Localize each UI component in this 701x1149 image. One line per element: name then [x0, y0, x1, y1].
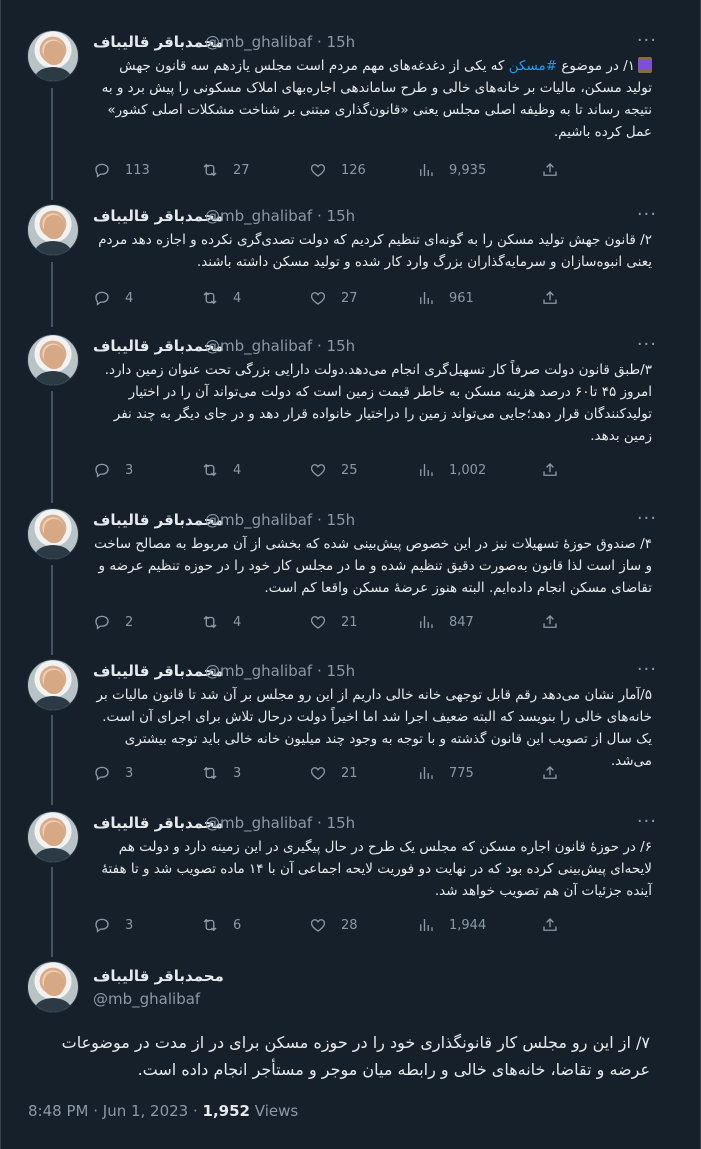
tweet-time: 15h [326, 207, 356, 225]
views-icon [417, 613, 435, 631]
like-button[interactable]: 126 [309, 158, 366, 182]
author-handle-time [205, 511, 355, 529]
like-button[interactable]: 21 [309, 761, 358, 785]
author-name[interactable]: محمدباقر قالیباف [93, 814, 224, 832]
retweet-button[interactable]: 3 [201, 761, 241, 785]
tweet-text: ۵/آمار نشان می‌دهد رقم قابل توجهی خانه خالی داریم از این رو مجلس بر آن شد تا قانون مالیات بر خانه‌های خالی را بنویسد که البته ضعیف اجرا شد اما اخیراً دولت درحال تلاش برای اجرای آن است. یک سال از تصویب این قانون گذشته و با توجه به وجود چند میلیون خانه خالی باید توجه بیشتری می‌شد. [96, 687, 652, 769]
thread-line [51, 565, 53, 655]
share-button[interactable] [541, 913, 559, 937]
like-icon [309, 461, 327, 479]
author-handle-time [205, 337, 355, 355]
tweet-actions [93, 158, 563, 182]
author-handle: @mb_ghalibaf [205, 511, 313, 529]
share-button[interactable] [541, 458, 559, 482]
tweet-text: ۴/ صندوق حوزهٔ تسهیلات نیز در این خصوص پیش‌بینی شده که بخشی از آن مربوط به مصالح ساخت و ساز است لذا قانون به‌صورت دقیق تنظیم شده و ما در مجلس کار خود را در حوزه تنظیم عرضه و تقاضای مسکن انجام داده‌ایم. البته هنوز عرضهٔ مسکن واقعا کم است. [94, 536, 652, 596]
more-icon[interactable]: ··· [636, 659, 657, 680]
share-icon [541, 161, 559, 179]
reply-icon [93, 764, 111, 782]
author-handle: @mb_ghalibaf [205, 207, 313, 225]
author-handle: @mb_ghalibaf [205, 33, 313, 51]
avatar[interactable] [27, 961, 79, 1013]
main-tweet-text: ۷/ از این رو مجلس کار قانونگذاری خود را در حوزه مسکن برای در از مدت در موضوعات عرضه و تقاضا، خانه‌های خالی و رابطه میان موجر و مستأجر انجام داده است. [61, 1033, 650, 1079]
separator: · [316, 814, 322, 832]
views-icon [417, 461, 435, 479]
retweet-button[interactable]: 4 [201, 610, 241, 634]
tweet-time: 15h [326, 33, 356, 51]
retweet-icon [201, 764, 219, 782]
author-handle-time [205, 814, 355, 832]
separator: · [316, 337, 322, 355]
author-handle[interactable]: @mb_ghalibaf [93, 990, 201, 1008]
author-name[interactable]: محمدباقر قالیباف [93, 662, 224, 680]
reply-icon [93, 161, 111, 179]
like-icon [309, 289, 327, 307]
like-icon [309, 764, 327, 782]
tweet-time: 15h [326, 337, 356, 355]
tweet-meta: 8:48 PM · Jun 1, 2023 · 1,952 Views [28, 1102, 299, 1120]
author-name[interactable]: محمدباقر قالیباف [93, 511, 224, 529]
author-name[interactable]: محمدباقر قالیباف [93, 207, 224, 225]
share-icon [541, 289, 559, 307]
avatar[interactable] [27, 30, 79, 82]
tweet-actions [93, 913, 563, 937]
separator: · [316, 511, 322, 529]
share-button[interactable] [541, 761, 559, 785]
tweet-time: 15h [326, 814, 356, 832]
tweet-text: ۲/ قانون جهش تولید مسکن را به گونه‌ای تنظیم کردیم که دولت تصدی‌گری نکرده و اجازه دهد مردم یعنی انبوه‌سازان و سرمایه‌گذاران بزرگ وارد کار شده و تولید مسکن داشته باشند. [98, 232, 652, 270]
author-name[interactable]: محمدباقر قالیباف [93, 33, 224, 51]
reply-button[interactable]: 3 [93, 913, 133, 937]
tweet-timestamp[interactable]: 8:48 PM [28, 1102, 89, 1120]
reply-icon [93, 916, 111, 934]
thread-line [51, 391, 53, 503]
retweet-icon [201, 916, 219, 934]
avatar[interactable] [27, 204, 79, 256]
author-name[interactable]: محمدباقر قالیباف [93, 967, 224, 985]
retweet-icon [201, 613, 219, 631]
share-icon [541, 461, 559, 479]
tweet-text: ۳/طبق قانون دولت صرفاً کار تسهیل‌گری انجام می‌دهد.دولت دارایی بزرگی تحت عنوان زمین دارد. امروز ۴۵ تا۶۰ درصد هزینه مسکن به خاطر قیمت زمین است که دولت می‌تواند آن را در اختیار تولیدکنندگان قرار دهد؛جایی می‌تواند زمین را دراختیار خانواده قرار دهد و در جای دیگر به چند نفر زمین بدهد. [104, 362, 652, 444]
views-icon [417, 289, 435, 307]
views-button[interactable]: 961 [417, 286, 474, 310]
reply-icon [93, 461, 111, 479]
views-count: 1,952 [202, 1102, 250, 1120]
reply-icon [93, 289, 111, 307]
like-icon [309, 161, 327, 179]
share-icon [541, 613, 559, 631]
more-icon[interactable]: ··· [636, 508, 657, 529]
author-handle-time [205, 33, 355, 51]
retweet-button[interactable]: 4 [201, 286, 241, 310]
views-icon [417, 916, 435, 934]
avatar[interactable] [27, 508, 79, 560]
thread-line [51, 262, 53, 327]
views-label: Views [254, 1102, 299, 1120]
retweet-icon [201, 289, 219, 307]
share-button[interactable] [541, 158, 559, 182]
separator: · [316, 662, 322, 680]
tweet-text: ۶/ در حوزهٔ قانون اجاره مسکن که مجلس یک طرح در حال پیگیری در این زمینه دارد و دولت هم لایحه‌ای پیش‌بینی کرده بود که در نهایت دو فوریت لایحه اجماعی آن با ۱۴ ماده تصویب شد و تا هفتهٔ آینده جزئیات آن هم تصویب خواهد شد. [101, 839, 652, 899]
more-icon[interactable]: ··· [636, 811, 657, 832]
like-icon [309, 613, 327, 631]
reply-button[interactable]: 2 [93, 610, 133, 634]
reply-icon [93, 613, 111, 631]
more-icon[interactable]: ··· [636, 30, 657, 51]
like-icon [309, 916, 327, 934]
views-button[interactable]: 775 [417, 761, 474, 785]
like-button[interactable]: 27 [309, 286, 358, 310]
avatar[interactable] [27, 811, 79, 863]
author-handle: @mb_ghalibaf [205, 337, 313, 355]
views-button[interactable]: 1,944 [417, 913, 486, 937]
views-button[interactable]: 1,002 [417, 458, 486, 482]
author-handle-time [205, 662, 355, 680]
tweet-actions [93, 761, 563, 785]
retweet-button[interactable]: 27 [201, 158, 250, 182]
views-button[interactable]: 847 [417, 610, 474, 634]
author-handle: @mb_ghalibaf [205, 814, 313, 832]
author-handle: @mb_ghalibaf [205, 662, 313, 680]
avatar[interactable] [27, 659, 79, 711]
views-icon [417, 764, 435, 782]
tweet-text: ۱/ در موضوع #مسکن که یکی از دغدغه‌های مهم مردم است مجلس یازدهم سه قانون جهش تولید مسکن، مالیات بر خانه‌های خالی و طرح ساماندهی اجاره‌بهای املاک مسکونی را پیش برد و به نتیجه رساند تا به وظیفه اصلی مجلس یعنی «قانون‌گذاری مبتنی بر شناخت مشکلات اصلی کشور» عمل کرده باشیم. [101, 58, 652, 140]
reply-button[interactable]: 113 [93, 158, 150, 182]
more-icon[interactable]: ··· [636, 204, 657, 225]
thread-line [51, 867, 53, 957]
thread-line [51, 88, 53, 200]
tweet-actions [93, 610, 563, 634]
author-name[interactable]: محمدباقر قالیباف [93, 337, 224, 355]
retweet-icon [201, 161, 219, 179]
thread-line [51, 715, 53, 805]
retweet-icon [201, 461, 219, 479]
retweet-button[interactable]: 4 [201, 458, 241, 482]
author-handle-time [205, 207, 355, 225]
spool-emoji-icon [638, 57, 652, 73]
tweet-actions [93, 458, 563, 482]
avatar[interactable] [27, 334, 79, 386]
share-icon [541, 916, 559, 934]
reply-button[interactable]: 3 [93, 458, 133, 482]
views-icon [417, 161, 435, 179]
like-button[interactable]: 25 [309, 458, 358, 482]
tweet-date[interactable]: Jun 1, 2023 [102, 1102, 189, 1120]
share-button[interactable] [541, 286, 559, 310]
views-button[interactable]: 9,935 [417, 158, 486, 182]
hashtag-link[interactable]: #مسکن [508, 58, 558, 74]
tweet-time: 15h [326, 511, 356, 529]
tweet-time: 15h [326, 662, 356, 680]
reply-button[interactable]: 3 [93, 761, 133, 785]
reply-button[interactable]: 4 [93, 286, 133, 310]
separator: · [316, 33, 322, 51]
separator: · [316, 207, 322, 225]
more-icon[interactable]: ··· [636, 334, 657, 355]
share-button[interactable] [541, 610, 559, 634]
like-button[interactable]: 28 [309, 913, 358, 937]
retweet-button[interactable]: 6 [201, 913, 241, 937]
share-icon [541, 764, 559, 782]
like-button[interactable]: 21 [309, 610, 358, 634]
tweet-actions [93, 286, 563, 310]
